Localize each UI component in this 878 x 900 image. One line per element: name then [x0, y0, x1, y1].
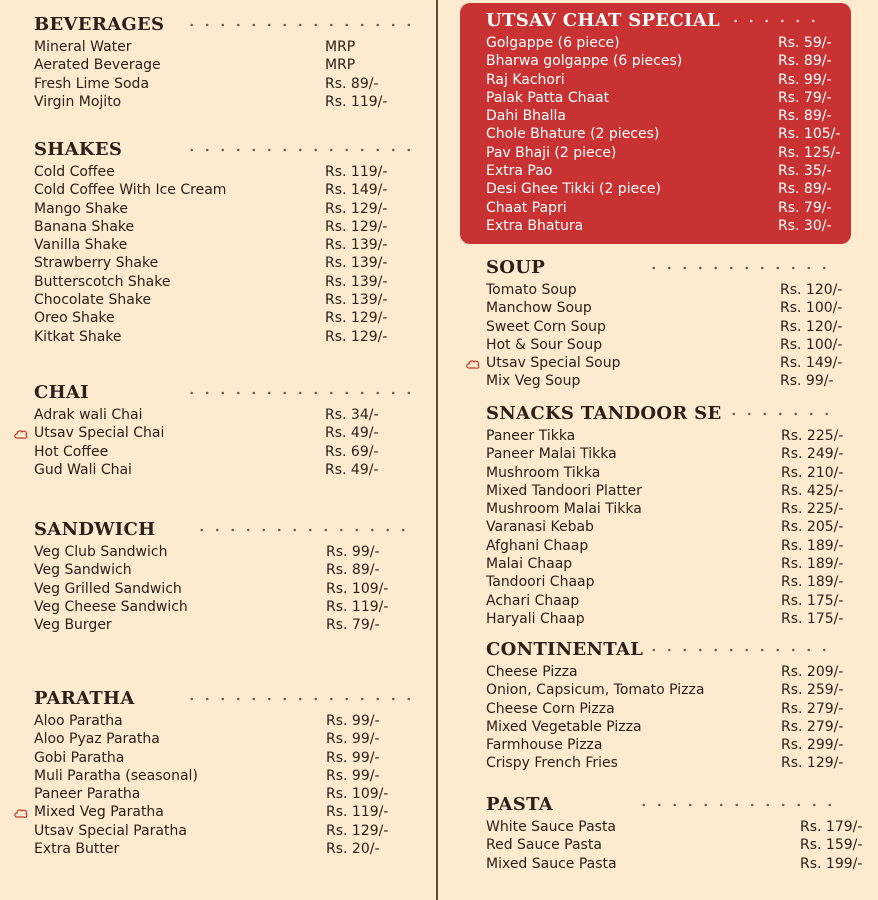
- menu-item-price: Rs. 89/-: [326, 562, 380, 579]
- menu-item-name: Hot & Sour Soup: [486, 336, 603, 353]
- menu-item-price: Rs. 99/-: [326, 749, 380, 766]
- menu-item-price: Rs. 79/-: [326, 617, 380, 634]
- menu-item-price: Rs. 175/-: [781, 592, 844, 609]
- menu-item-row: [486, 736, 866, 754]
- menu-item-row: [34, 443, 414, 461]
- menu-item-price: Rs. 175/-: [781, 610, 844, 627]
- menu-item-name: Veg Burger: [34, 617, 112, 634]
- dotted-leader: [184, 148, 414, 152]
- menu-item-name: Mixed Veg Paratha: [34, 804, 164, 821]
- menu-item-row: [486, 354, 866, 372]
- menu-item-row: [486, 700, 866, 718]
- menu-item-price: Rs. 100/-: [780, 300, 843, 317]
- menu-item-row: [486, 482, 866, 500]
- menu-item-row: [34, 218, 414, 236]
- menu-item-name: Mixed Vegetable Pizza: [486, 718, 642, 735]
- menu-item-name: Paneer Paratha: [34, 786, 141, 803]
- menu-item-name: Desi Ghee Tikki (2 piece): [486, 181, 661, 198]
- menu-item-price: Rs. 109/-: [326, 786, 389, 803]
- menu-item-row: [486, 610, 866, 628]
- menu-item-row: [34, 328, 414, 346]
- menu-item-row: [486, 427, 866, 445]
- section-sandwich: [34, 519, 414, 634]
- section-paratha: [34, 688, 414, 858]
- menu-item-name: Sweet Corn Soup: [486, 318, 606, 335]
- menu-item-price: Rs. 205/-: [781, 519, 844, 536]
- menu-item-name: Vanilla Shake: [34, 237, 128, 254]
- menu-item-price: Rs. 100/-: [780, 336, 843, 353]
- menu-item-row: [34, 580, 414, 598]
- section-header: [486, 794, 866, 818]
- menu-item-name: Chaat Papri: [486, 199, 567, 216]
- menu-item-row: [486, 52, 866, 70]
- menu-item-row: [34, 730, 414, 748]
- menu-item-price: Rs. 105/-: [778, 126, 841, 143]
- menu-item-row: [486, 555, 866, 573]
- section-title: CONTINENTAL: [486, 639, 644, 660]
- menu-item-row: [486, 162, 866, 180]
- menu-item-name: Manchow Soup: [486, 300, 592, 317]
- menu-item-row: [34, 273, 414, 291]
- menu-item-price: Rs. 99/-: [326, 544, 380, 560]
- menu-item-name: Aerated Beverage: [34, 57, 161, 74]
- menu-item-name: Fresh Lime Soda: [34, 75, 150, 92]
- menu-item-name: Mineral Water: [34, 39, 132, 55]
- section-pasta: [486, 794, 866, 873]
- menu-item-price: Rs. 129/-: [325, 310, 388, 327]
- menu-item-name: Paneer Malai Tikka: [486, 446, 617, 463]
- section-header: [34, 139, 414, 163]
- menu-item-name: Bharwa golgappe (6 pieces): [486, 53, 683, 70]
- menu-item-row: [34, 254, 414, 272]
- menu-item-name: Aloo Pyaz Paratha: [34, 731, 160, 748]
- menu-item-name: Mixed Tandoori Platter: [486, 482, 642, 499]
- section-title: PASTA: [486, 794, 554, 815]
- section-header: [486, 403, 866, 427]
- menu-item-price: Rs. 159/-: [800, 837, 863, 854]
- menu-item-name: Tandoori Chaap: [486, 574, 595, 591]
- menu-item-name: Dahi Bhalla: [486, 108, 566, 125]
- menu-item-price: Rs. 89/-: [778, 53, 832, 70]
- menu-item-row: [486, 537, 866, 555]
- menu-item-name: Pav Bhaji (2 piece): [486, 144, 617, 161]
- menu-item-price: Rs. 89/-: [778, 108, 832, 125]
- menu-item-name: Tomato Soup: [486, 282, 577, 298]
- menu-item-price: Rs. 139/-: [325, 255, 388, 272]
- menu-item-row: [34, 840, 414, 858]
- menu-item-price: Rs. 179/-: [800, 819, 863, 835]
- section-header: [34, 688, 414, 712]
- section-title: SNACKS TANDOOR SE: [486, 403, 722, 424]
- section-title: SANDWICH: [34, 519, 156, 540]
- menu-item-price: Rs. 120/-: [780, 318, 843, 335]
- menu-item-price: Rs. 189/-: [781, 556, 844, 573]
- menu-item-name: Golgappe (6 piece): [486, 35, 620, 51]
- menu-item-name: Aloo Paratha: [34, 713, 123, 729]
- menu-item-row: [34, 803, 414, 821]
- menu-item-price: Rs. 259/-: [781, 682, 844, 699]
- menu-item-name: Crispy French Fries: [486, 755, 618, 772]
- menu-item-price: Rs. 30/-: [778, 217, 832, 234]
- menu-item-name: Afghani Chaap: [486, 537, 589, 554]
- menu-item-name: Achari Chaap: [486, 592, 580, 609]
- section-snacks: [486, 403, 866, 628]
- menu-item-row: [486, 299, 866, 317]
- menu-item-row: [34, 181, 414, 199]
- menu-item-name: Cold Coffee: [34, 164, 115, 180]
- menu-item-row: [34, 38, 414, 56]
- menu-item-name: Butterscotch Shake: [34, 273, 171, 290]
- menu-item-row: [486, 336, 866, 354]
- menu-item-price: Rs. 299/-: [781, 737, 844, 754]
- menu-item-row: [34, 56, 414, 74]
- column-divider: [436, 0, 438, 900]
- menu-item-row: [486, 372, 866, 390]
- menu-item-row: [34, 598, 414, 616]
- menu-item-name: Gobi Paratha: [34, 749, 125, 766]
- menu-item-name: Paneer Tikka: [486, 428, 576, 444]
- menu-item-row: [486, 592, 866, 610]
- menu-item-row: [486, 718, 866, 736]
- menu-item-row: [486, 663, 866, 681]
- menu-item-row: [486, 818, 866, 836]
- menu-item-name: Veg Cheese Sandwich: [34, 598, 188, 615]
- menu-item-price: Rs. 149/-: [325, 182, 388, 199]
- menu-item-name: Mushroom Malai Tikka: [486, 501, 642, 518]
- dotted-leader: [184, 391, 414, 395]
- menu-item-name: Cheese Corn Pizza: [486, 700, 615, 717]
- dotted-leader: [194, 528, 414, 532]
- menu-item-row: [486, 34, 866, 52]
- menu-item-price: Rs. 129/-: [325, 328, 388, 345]
- menu-item-name: Strawberry Shake: [34, 255, 159, 272]
- menu-item-name: Varanasi Kebab: [486, 519, 594, 536]
- menu-item-name: Gud Wali Chai: [34, 461, 132, 478]
- menu-item-price: Rs. 89/-: [325, 75, 379, 92]
- menu-item-row: [486, 318, 866, 336]
- section-beverages: [34, 14, 414, 111]
- menu-item-price: Rs. 129/-: [325, 218, 388, 235]
- menu-item-price: Rs. 119/-: [326, 598, 389, 615]
- menu-item-name: Virgin Mojito: [34, 93, 122, 110]
- menu-item-name: Kitkat Shake: [34, 328, 122, 345]
- menu-item-price: Rs. 34/-: [325, 407, 379, 423]
- menu-item-price: Rs. 79/-: [778, 89, 832, 106]
- section-chat: [486, 10, 866, 235]
- section-header: [486, 10, 866, 34]
- menu-item-name: Hot Coffee: [34, 443, 109, 460]
- menu-item-name: Utsav Special Soup: [486, 355, 621, 372]
- section-title: SHAKES: [34, 139, 123, 160]
- section-shakes: [34, 139, 414, 346]
- menu-item-price: Rs. 209/-: [781, 664, 844, 680]
- section-chai: [34, 382, 414, 479]
- menu-item-row: [34, 785, 414, 803]
- section-title: UTSAV CHAT SPECIAL: [486, 10, 720, 31]
- menu-item-row: [486, 754, 866, 772]
- menu-item-row: [486, 89, 866, 107]
- menu-item-row: [486, 855, 866, 873]
- menu-item-price: Rs. 49/-: [325, 425, 379, 442]
- menu-item-row: [34, 163, 414, 181]
- menu-item-row: [486, 836, 866, 854]
- menu-item-row: [486, 281, 866, 299]
- menu-item-price: Rs. 35/-: [778, 163, 832, 180]
- menu-item-price: Rs. 99/-: [778, 71, 832, 88]
- menu-item-price: Rs. 119/-: [325, 93, 388, 110]
- menu-item-row: [34, 461, 414, 479]
- menu-item-price: MRP: [325, 57, 356, 74]
- menu-item-name: White Sauce Pasta: [486, 819, 617, 835]
- menu-item-price: Rs. 99/-: [326, 713, 380, 729]
- menu-item-row: [34, 75, 414, 93]
- menu-item-name: Veg Club Sandwich: [34, 544, 168, 560]
- menu-item-price: Rs. 119/-: [326, 804, 389, 821]
- menu-item-name: Red Sauce Pasta: [486, 837, 602, 854]
- menu-item-row: [34, 561, 414, 579]
- menu-item-name: Raj Kachori: [486, 71, 565, 88]
- menu-item-name: Mango Shake: [34, 200, 128, 217]
- menu-item-price: Rs. 425/-: [781, 482, 844, 499]
- menu-item-price: Rs. 279/-: [781, 700, 844, 717]
- menu-item-name: Palak Patta Chaat: [486, 89, 610, 106]
- menu-item-price: Rs. 99/-: [326, 731, 380, 748]
- menu-item-price: Rs. 120/-: [780, 282, 843, 298]
- section-header: [34, 519, 414, 543]
- section-title: PARATHA: [34, 688, 135, 709]
- menu-item-row: [486, 144, 866, 162]
- dotted-leader: [636, 803, 836, 807]
- menu-item-row: [34, 291, 414, 309]
- chef-hat-icon: [14, 806, 28, 816]
- menu-item-row: [486, 125, 866, 143]
- menu-item-name: Farmhouse Pizza: [486, 737, 603, 754]
- menu-item-name: Haryali Chaap: [486, 610, 585, 627]
- section-header: [34, 382, 414, 406]
- dotted-leader: [726, 412, 836, 416]
- menu-item-row: [34, 767, 414, 785]
- menu-item-name: Banana Shake: [34, 218, 135, 235]
- section-header: [486, 257, 866, 281]
- menu-item-price: Rs. 59/-: [778, 35, 832, 51]
- menu-item-price: Rs. 139/-: [325, 292, 388, 309]
- menu-item-name: Veg Sandwich: [34, 562, 132, 579]
- menu-item-price: Rs. 99/-: [326, 767, 380, 784]
- menu-item-price: Rs. 199/-: [800, 855, 863, 872]
- menu-item-price: MRP: [325, 39, 356, 55]
- menu-item-row: [34, 309, 414, 327]
- menu-item-name: Malai Chaap: [486, 556, 573, 573]
- section-header: [34, 14, 414, 38]
- menu-item-name: Mixed Sauce Pasta: [486, 855, 617, 872]
- section-title: SOUP: [486, 257, 546, 278]
- menu-item-row: [34, 543, 414, 561]
- section-header: [486, 639, 866, 663]
- menu-item-name: Mix Veg Soup: [486, 373, 581, 390]
- dotted-leader: [184, 697, 414, 701]
- menu-item-row: [486, 71, 866, 89]
- section-soup: [486, 257, 866, 391]
- menu-item-price: Rs. 89/-: [778, 181, 832, 198]
- menu-item-name: Onion, Capsicum, Tomato Pizza: [486, 682, 705, 699]
- menu-item-price: Rs. 129/-: [326, 822, 389, 839]
- menu-item-price: Rs. 119/-: [325, 164, 388, 180]
- menu-item-price: Rs. 225/-: [781, 428, 844, 444]
- menu-item-row: [486, 464, 866, 482]
- section-title: CHAI: [34, 382, 89, 403]
- menu-item-price: Rs. 109/-: [326, 580, 389, 597]
- menu-item-row: [34, 749, 414, 767]
- menu-item-name: Mushroom Tikka: [486, 464, 601, 481]
- menu-item-price: Rs. 249/-: [781, 446, 844, 463]
- menu-item-price: Rs. 139/-: [325, 237, 388, 254]
- menu-item-row: [34, 406, 414, 424]
- menu-item-name: Extra Bhatura: [486, 217, 584, 234]
- menu-item-price: Rs. 129/-: [325, 200, 388, 217]
- menu-item-price: Rs. 125/-: [778, 144, 841, 161]
- menu-item-row: [486, 500, 866, 518]
- section-title: BEVERAGES: [34, 14, 165, 35]
- menu-item-row: [34, 236, 414, 254]
- menu-item-price: Rs. 149/-: [780, 355, 843, 372]
- menu-item-price: Rs. 279/-: [781, 718, 844, 735]
- menu-item-row: [34, 822, 414, 840]
- menu-item-price: Rs. 49/-: [325, 461, 379, 478]
- menu-item-row: [486, 573, 866, 591]
- menu-item-name: Chole Bhature (2 pieces): [486, 126, 660, 143]
- menu-item-price: Rs. 20/-: [326, 841, 380, 858]
- menu-item-name: Muli Paratha (seasonal): [34, 767, 198, 784]
- menu-item-row: [486, 217, 866, 235]
- menu-item-row: [486, 681, 866, 699]
- menu-item-name: Extra Butter: [34, 841, 120, 858]
- dotted-leader: [646, 648, 836, 652]
- menu-item-price: Rs. 69/-: [325, 443, 379, 460]
- menu-item-price: Rs. 210/-: [781, 464, 844, 481]
- menu-item-price: Rs. 99/-: [780, 373, 834, 390]
- menu-item-name: Veg Grilled Sandwich: [34, 580, 182, 597]
- menu-item-row: [486, 199, 866, 217]
- menu-item-price: Rs. 79/-: [778, 199, 832, 216]
- menu-item-row: [486, 518, 866, 536]
- menu-item-price: Rs. 129/-: [781, 755, 844, 772]
- menu-item-name: Extra Pao: [486, 163, 553, 180]
- dotted-leader: [646, 266, 836, 270]
- menu-item-name: Oreo Shake: [34, 310, 115, 327]
- menu-item-name: Cheese Pizza: [486, 664, 578, 680]
- chef-hat-icon: [466, 357, 480, 367]
- menu-item-row: [34, 712, 414, 730]
- menu-item-name: Utsav Special Paratha: [34, 822, 187, 839]
- dotted-leader: [184, 23, 414, 27]
- menu-item-name: Chocolate Shake: [34, 292, 152, 309]
- menu-item-row: [486, 180, 866, 198]
- menu-item-row: [34, 93, 414, 111]
- menu-item-name: Adrak wali Chai: [34, 407, 143, 423]
- dotted-leader: [728, 19, 816, 23]
- menu-item-price: Rs. 139/-: [325, 273, 388, 290]
- menu-item-row: [34, 616, 414, 634]
- menu-item-price: Rs. 189/-: [781, 537, 844, 554]
- section-continental: [486, 639, 866, 773]
- menu-item-name: Cold Coffee With Ice Cream: [34, 182, 227, 199]
- menu-item-row: [486, 107, 866, 125]
- menu-item-row: [34, 200, 414, 218]
- menu-item-row: [486, 445, 866, 463]
- menu-item-row: [34, 424, 414, 442]
- menu-item-price: Rs. 225/-: [781, 501, 844, 518]
- menu-item-name: Utsav Special Chai: [34, 425, 165, 442]
- menu-item-price: Rs. 189/-: [781, 574, 844, 591]
- chef-hat-icon: [14, 427, 28, 437]
